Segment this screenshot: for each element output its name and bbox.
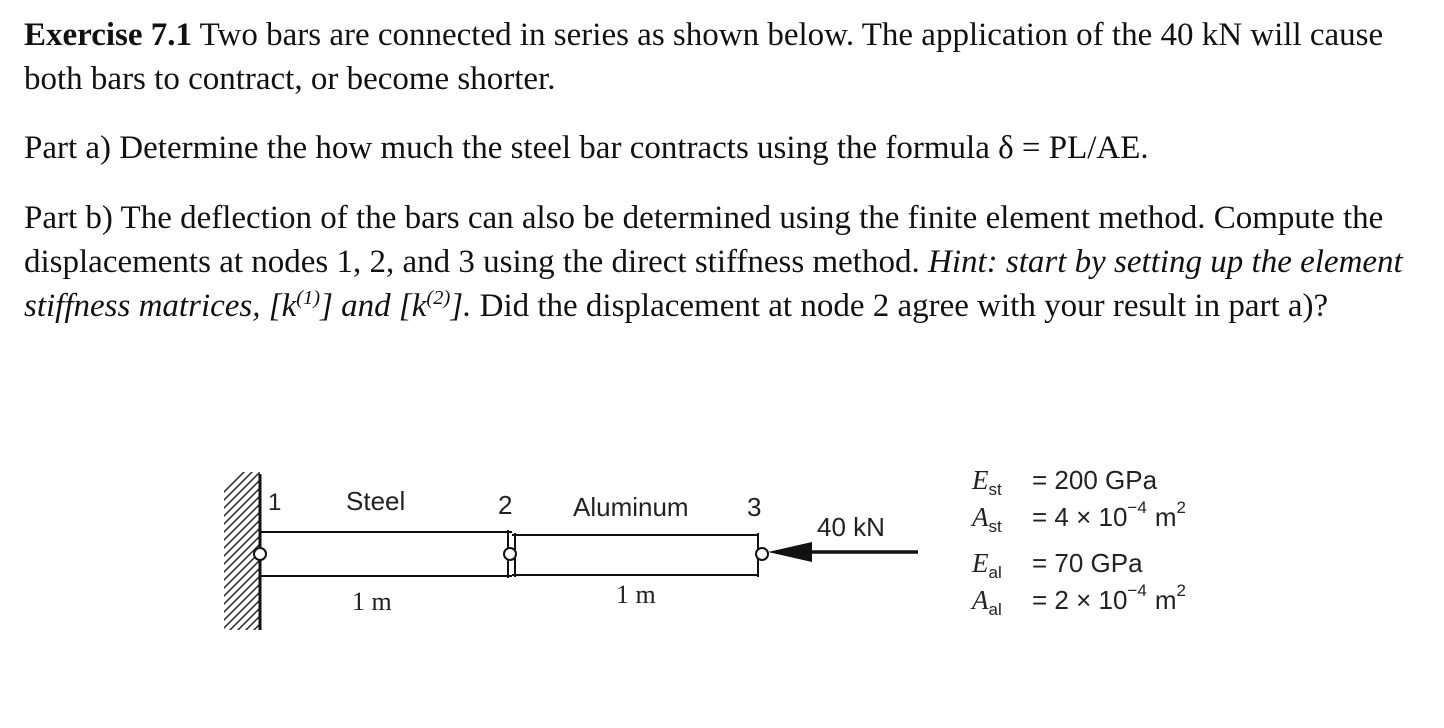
load-label: 40 kN [817, 512, 885, 542]
fixed-wall [220, 456, 260, 672]
node-3-label: 3 [747, 492, 762, 522]
hint-text: Hint: start by setting up the element stiffness matrices, $[k^{(1)}]$ and $[k^{(2)}]$. [24, 244, 1403, 324]
node-joints [254, 530, 768, 578]
exercise-label: Exercise 7.1 [24, 17, 193, 53]
node-3-marker [756, 548, 768, 560]
load-arrow [768, 542, 918, 562]
aluminum-length-label: 1 m [616, 580, 656, 609]
part-b-intro: Part b) The deflection of the bars can also be determined using the finite element method. Compute the displacements at nodes 1, 2, and 3 using the direct stiffness method. [24, 200, 1384, 280]
steel-label: Steel [346, 486, 406, 516]
aluminum-label: Aluminum [573, 492, 689, 522]
aluminum-bar [512, 535, 758, 575]
steel-length-label: 1 m [352, 587, 392, 616]
prop-A-st: Ast = 4 × 10−4 m2 [972, 498, 1186, 536]
node-1-label: 1 [268, 489, 282, 516]
node-2-label: 2 [498, 490, 513, 520]
part-b-question: Did the displacement at node 2 agree with your result in part a)? [471, 288, 1329, 324]
node-2-marker [504, 548, 516, 560]
material-properties [970, 465, 1186, 619]
node-1-marker [254, 548, 266, 560]
exercise-intro: Two bars are connected in series as shown below. The application of the 40 kN will cause both bars to contract, or become shorter. [24, 17, 1384, 97]
steel-bar [260, 532, 512, 576]
prop-E-st: Est = 200 GPa [972, 465, 1158, 499]
part-a-text: Part a) Determine the how much the steel bar contracts using the formula δ = PL/AE. [24, 130, 1149, 166]
prop-E-al: Eal = 70 GPa [972, 548, 1143, 582]
prop-A-al: Aal = 2 × 10−4 m2 [972, 581, 1186, 619]
